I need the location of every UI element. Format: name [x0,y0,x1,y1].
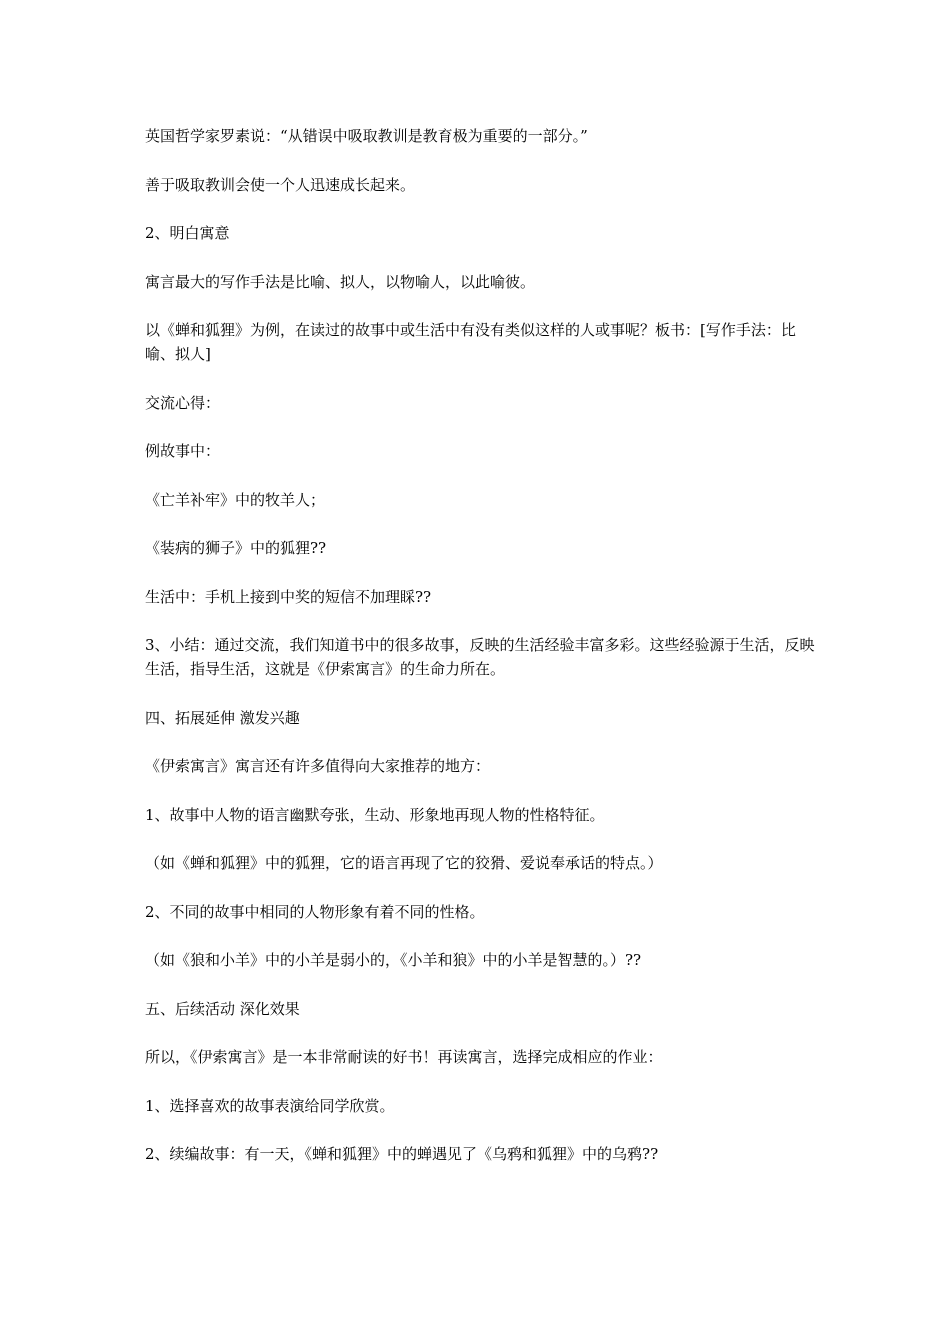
paragraph: 寓言最大的写作手法是比喻、拟人，以物喻人，以此喻彼。 [145,272,536,291]
section-heading: 2、明白寓意 [145,224,230,242]
paragraph: 《伊索寓言》寓言还有许多值得向大家推荐的地方： [145,757,491,775]
paragraph: 例故事中： [145,442,221,460]
list-item: 2、不同的故事中相同的人物形象有着不同的性格。 [145,902,485,921]
list-item: 1、选择喜欢的故事表演给同学欣赏。 [145,1096,395,1115]
document-body [145,124,815,1191]
list-item: 1、故事中人物的语言幽默夸张，生动、形象地再现人物的性格特征。 [145,805,605,824]
paragraph: 生活中：手机上接到中奖的短信不加理睬?? [145,587,432,606]
paragraph: 善于吸取教训会使一个人迅速成长起来。 [145,175,416,194]
paragraph: 英国哲学家罗素说：“从错误中吸取教训是教育极为重要的一部分。” [145,127,588,145]
paragraph: （如《蝉和狐狸》中的狐狸，它的语言再现了它的狡猾、爱说奉承话的特点。） [145,854,663,872]
paragraph: 交流心得： [145,393,221,412]
section-heading: 五、后续活动 深化效果 [145,999,300,1018]
list-item: 《装病的狮子》中的狐狸?? [145,539,327,557]
section-heading: 四、拓展延伸 激发兴趣 [145,708,300,727]
list-item: 《亡羊补牢》中的牧羊人； [145,490,326,509]
paragraph: 所以，《伊索寓言》是一本非常耐读的好书！再读寓言，选择完成相应的作业： [145,1048,663,1066]
paragraph: 以《蝉和狐狸》为例，在读过的故事中或生活中有没有类似这样的人或事呢？板书：[写作手法：比喻、拟人] [145,321,796,363]
paragraph: （如《狼和小羊》中的小羊是弱小的，《小羊和狼》中的小羊是智慧的。）?? [145,951,642,969]
paragraph: 3、小结：通过交流，我们知道书中的很多故事，反映的生活经验丰富多彩。这些经验源于生活，反映生活，指导生活，这就是《伊索寓言》的生命力所在。 [145,636,815,678]
list-item: 2、续编故事：有一天，《蝉和狐狸》中的蝉遇见了《乌鸦和狐狸》中的乌鸦?? [145,1145,659,1163]
